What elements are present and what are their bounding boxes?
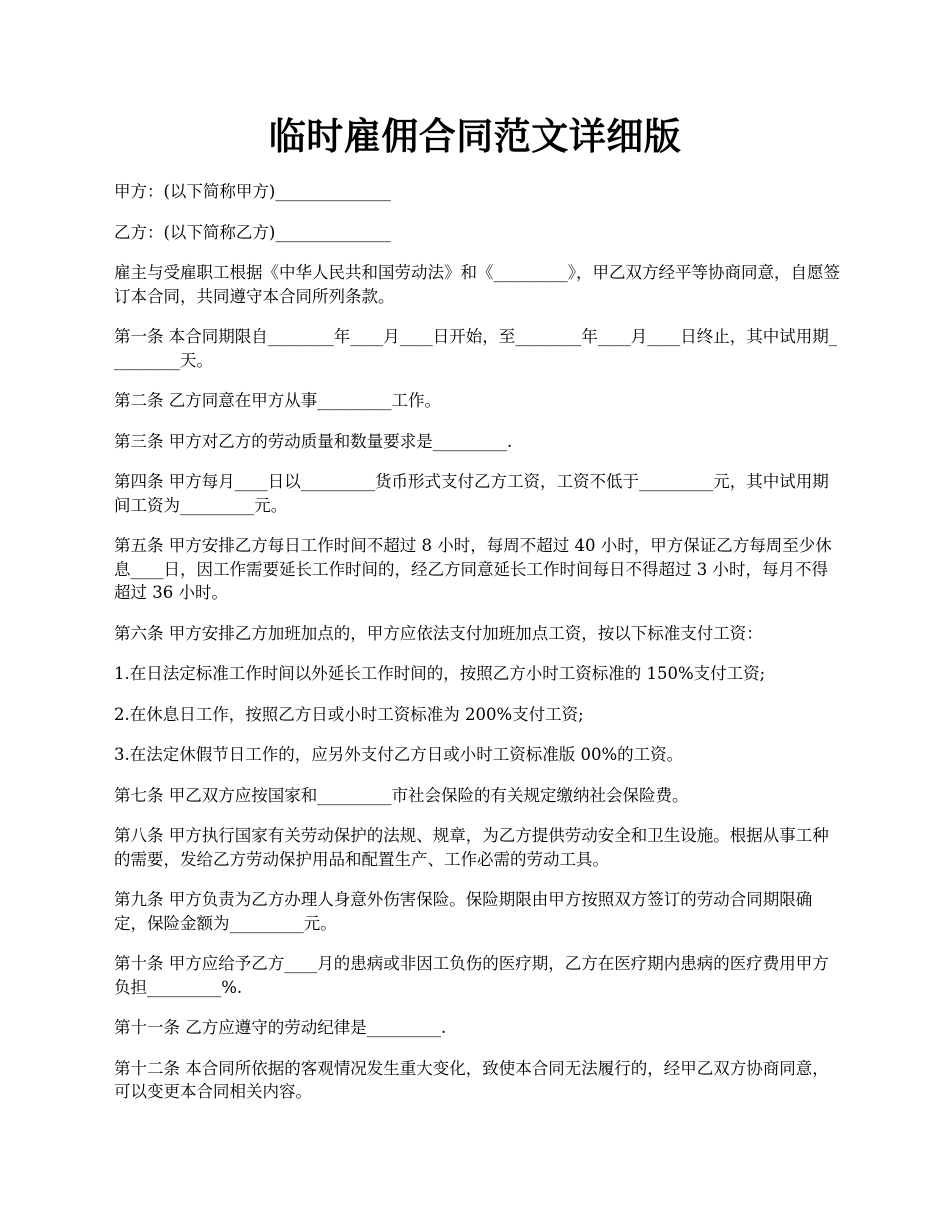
party-b-line: 乙方：(以下简称乙方)______________ <box>114 222 391 242</box>
article-1: 第一条 本合同期限自________年____月____日开始，至________年____月____日终止，其中试用期_________天。 <box>114 327 837 370</box>
article-12: 第十二条 本合同所依据的客观情况发生重大变化，致使本合同无法履行的，经甲乙双方协商同意，可以变更本合同相关内容。 <box>114 1058 829 1101</box>
article-10: 第十条 甲方应给予乙方____月的患病或非因工负伤的医疗期，乙方在医疗期内患病的医疗费用甲方负担_________%. <box>114 954 829 997</box>
party-a-line: 甲方：(以下简称甲方)______________ <box>114 182 391 201</box>
article-7: 第七条 甲乙双方应按国家和_________市社会保险的有关规定缴纳社会保险费。 <box>114 785 689 805</box>
article-3: 第三条 甲方对乙方的劳动质量和数量要求是_________. <box>114 431 513 451</box>
article-9: 第九条 甲方负责为乙方办理人身意外伤害保险。保险期限由甲方按照双方签订的劳动合同期限确定，保险金额为_________元。 <box>114 890 813 933</box>
preamble-paragraph: 雇主与受雇职工根据《中华人民共和国劳动法》和《_________》，甲乙双方经平等协商同意，自愿签订本合同，共同遵守本合同所列条款。 <box>114 263 840 306</box>
article-6-item-3: 3.在法定休假节日工作的，应另外支付乙方日或小时工资标准版 00%的工资。 <box>114 745 684 764</box>
article-2: 第二条 乙方同意在甲方从事_________工作。 <box>114 391 441 410</box>
article-6-item-1: 1.在日法定标准工作时间以外延长工作时间的，按照乙方小时工资标准的 150%支付工资; <box>114 664 766 683</box>
document-body <box>114 180 842 1121</box>
article-6-item-2: 2.在休息日工作，按照乙方日或小时工资标准为 200%支付工资; <box>114 704 584 724</box>
article-6: 第六条 甲方安排乙方加班加点的，甲方应依法支付加班加点工资，按以下标准支付工资： <box>114 623 763 643</box>
article-8: 第八条 甲方执行国家有关劳动保护的法规、规章，为乙方提供劳动安全和卫生设施。根据从事工种的需要，发给乙方劳动保护用品和配置生产、工作必需的劳动工具。 <box>114 826 829 869</box>
article-4: 第四条 甲方每月____日以_________货币形式支付乙方工资，工资不低于_________元，其中试用期间工资为_________元。 <box>114 472 829 515</box>
article-5: 第五条 甲方安排乙方每日工作时间不超过 8 小时，每周不超过 40 小时，甲方保证乙方每周至少休息____日，因工作需要延长工作时间的，经乙方同意延长工作时间每日不得超过 3 小时，每月不得超过 36 小时。 <box>114 536 832 602</box>
article-11: 第十一条 乙方应遵守的劳动纪律是_________. <box>114 1018 447 1037</box>
document-title: 临时雇佣合同范文详细版 <box>268 114 682 158</box>
